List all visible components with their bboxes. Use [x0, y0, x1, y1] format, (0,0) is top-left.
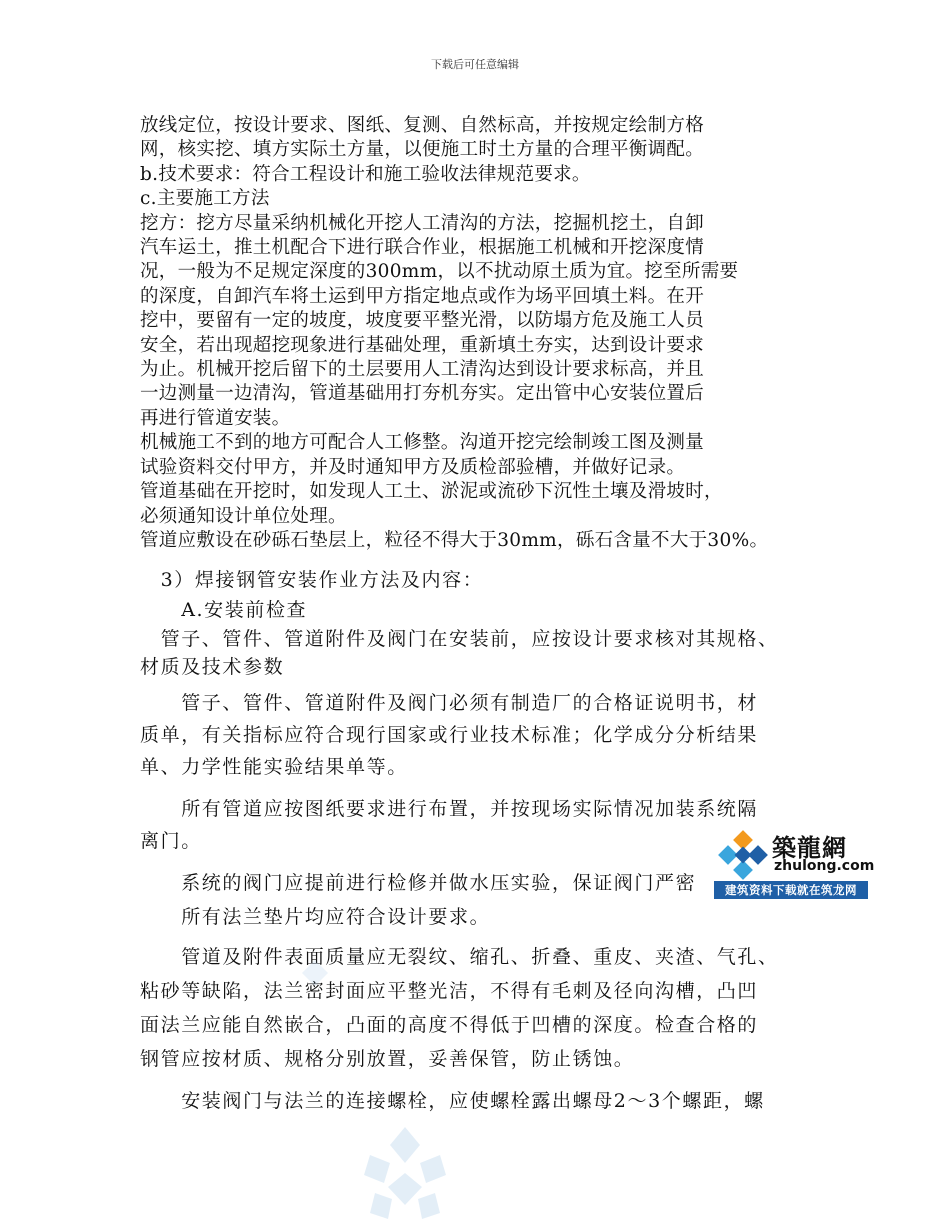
paragraph-line: 况，一般为不足规定深度的300mm，以不扰动原土质为宜。挖至所需要 — [140, 261, 739, 283]
paragraph-line: 再进行管道安装。 — [140, 407, 291, 429]
paragraph-line: 一边测量一边清沟，管道基础用打夯机夯实。定出管中心安装位置后 — [140, 383, 705, 405]
paragraph-line: 面法兰应能自然嵌合，凸面的高度不得低于凹槽的深度。检查合格的 — [140, 1014, 759, 1036]
paragraph-line: 必须通知设计单位处理。 — [140, 505, 347, 527]
subsection-heading: A.安装前检查 — [140, 599, 308, 621]
watermark-flower-icon — [350, 1125, 460, 1230]
paragraph-line: 管道及附件表面质量应无裂纹、缩孔、折叠、重皮、夹渣、气孔、 — [140, 946, 779, 968]
paragraph-line: 所有法兰垫片均应符合设计要求。 — [140, 906, 491, 928]
paragraph-line: 试验资料交付甲方，并及时通知甲方及质检部验槽，并做好记录。 — [140, 456, 686, 478]
logo-top — [714, 826, 875, 880]
zhulong-logo — [714, 826, 875, 898]
paragraph-line: 离门。 — [140, 830, 202, 852]
logo-domain-text: zhulong.com — [774, 858, 875, 874]
paragraph-line: 挖中，要留有一定的坡度，坡度要平整光滑，以防塌方危及施工人员 — [140, 310, 705, 332]
paragraph-line: 汽车运土，推土机配合下进行联合作业，根据施工机械和开挖深度情 — [140, 237, 705, 259]
paragraph-line: b.技术要求：符合工程设计和施工验收法律规范要求。 — [140, 163, 591, 185]
logo-chinese-text: 築龍網 — [772, 833, 847, 862]
paragraph-line: 挖方：挖方尽量采纳机械化开挖人工清沟的方法，挖掘机挖土，自卸 — [140, 212, 705, 234]
paragraph-line: 单、力学性能实验结果单等。 — [140, 756, 408, 778]
paragraph-line: 机械施工不到的地方可配合人工修整。沟道开挖完绘制竣工图及测量 — [140, 432, 705, 454]
logo-banner: 建筑资料下载就在筑龙网 — [714, 881, 868, 899]
paragraph-line: 管道应敷设在砂砾石垫层上，粒径不得大于30mm，砾石含量不大于30%。 — [140, 529, 769, 551]
paragraph-line: 质单，有关指标应符合现行国家或行业技术标准；化学成分分析结果 — [140, 724, 759, 746]
paragraph-line: 所有管道应按图纸要求进行布置，并按现场实际情况加装系统隔 — [140, 798, 759, 820]
paragraph-line: 钢管应按材质、规格分别放置，妥善保管，防止锈蚀。 — [140, 1048, 635, 1070]
paragraph-line: 管子、管件、管道附件及阀门必须有制造厂的合格证说明书，材 — [140, 692, 759, 714]
paragraph-line: 为止。机械开挖后留下的土层要用人工清沟达到设计要求标高，并且 — [140, 359, 705, 381]
paragraph-line: 粘砂等缺陷，法兰密封面应平整光洁，不得有毛刺及径向沟槽，凸凹 — [140, 980, 759, 1002]
paragraph-line: 材质及技术参数 — [140, 656, 285, 678]
paragraph-line: c.主要施工方法 — [140, 188, 270, 210]
page-header: 下载后可任意编辑 — [431, 58, 519, 71]
body-text-dense — [140, 114, 830, 553]
paragraph-line: 安装阀门与法兰的连接螺栓，应使螺栓露出螺母2～3个螺距，螺 — [140, 1090, 765, 1112]
paragraph-line: 放线定位，按设计要求、图纸、复测、自然标高，并按规定绘制方格 — [140, 115, 705, 136]
section-heading: 3）焊接钢管安装作业方法及内容： — [140, 569, 484, 591]
paragraph-line: 管道基础在开挖时，如发现人工土、淤泥或流砂下沉性土壤及滑坡时， — [140, 481, 723, 503]
watermark-small-icon — [300, 958, 330, 988]
logo-mark-icon — [718, 830, 768, 880]
paragraph-line: 管子、管件、管道附件及阀门在安装前，应按设计要求核对其规格、 — [140, 628, 779, 650]
paragraph-line: 网，核实挖、填方实际土方量，以便施工时土方量的合理平衡调配。 — [140, 139, 705, 161]
paragraph-line: 系统的阀门应提前进行检修并做水压实验，保证阀门严密 — [140, 872, 697, 894]
paragraph-line: 的深度，自卸汽车将土运到甲方指定地点或作为场平回填土料。在开 — [140, 285, 705, 307]
paragraph-line: 安全，若出现超挖现象进行基础处理，重新填土夯实，达到设计要求 — [140, 334, 705, 356]
